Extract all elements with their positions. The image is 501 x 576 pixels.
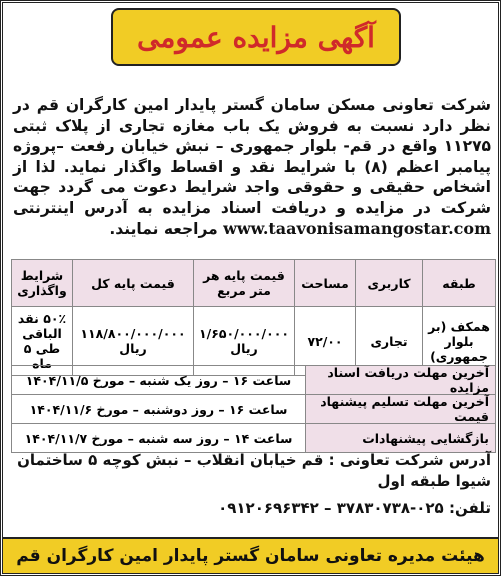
deadline-value: ساعت ۱۶ – روز دوشنبه – مورخ ۱۴۰۴/۱۱/۶ — [29, 401, 288, 417]
header-area: مساحت — [295, 260, 356, 307]
company-phone: تلفن: ۰۲۵-۳۷۸۳۰۷۳۸ – ۰۹۱۲۰۶۹۶۳۴۲ — [218, 499, 491, 517]
header-floor: طبقه — [423, 260, 496, 307]
company-address: آدرس شرکت تعاونی : قم خیابان انقلاب – نبش کوچه ۵ ساختمان شیوا طبقه اول — [17, 451, 491, 490]
cell-terms: ۵۰٪ نقد الباقی طی ۵ ماه — [12, 307, 73, 376]
header-total-price: قیمت پایه کل — [73, 260, 194, 307]
header-price-per-meter: قیمت پایه هر متر مربع — [194, 260, 295, 307]
cell-usage: تجاری — [356, 307, 423, 376]
deadline-label: آخرین مهلت دریافت اسناد مزایده — [305, 366, 495, 394]
deadline-value: ساعت ۱۴ – روز سه شنبه – مورخ ۱۴۰۴/۱۱/۷ — [24, 430, 293, 446]
website-link[interactable]: www.taavonisamangostar.com — [223, 218, 491, 238]
header-terms: شرایط واگذاری — [12, 260, 73, 307]
deadline-row — [11, 424, 496, 453]
footer-signature: هیئت مدیره تعاونی سامان گستر پایدار امین کارگران قم — [16, 546, 485, 566]
cell-floor: همکف (بر بلوار جمهوری) — [423, 307, 496, 376]
deadline-row — [11, 395, 496, 424]
deadlines-table — [11, 365, 496, 453]
footer-banner — [3, 537, 498, 573]
title-banner — [111, 8, 401, 66]
ad-title: آگهی مزایده عمومی — [137, 20, 375, 54]
deadline-row — [11, 365, 496, 395]
cell-area: ۷۲/۰۰ — [295, 307, 356, 376]
table-header-row — [12, 260, 496, 307]
deadline-value: ساعت ۱۶ – روز یک شنبه – مورخ ۱۴۰۴/۱۱/۵ — [25, 372, 292, 388]
intro-text: شرکت تعاونی مسکن سامان گستر پایدار امین کارگران قم در نظر دارد نسبت به فروش یک باب مغازه تجاری از پلاک ثبتی ۱۱۲۷۵ واقع در قم- بلوار جمهوری – نبش خیابان رفعت –پروژه پیامبر اعظم (۸) با شرایط نقد و اقساط واگذار نماید. لذا از اشخاص حقیقی و حقوقی واجد شرایط دعوت می گردد جهت شرکت در مزایده و دریافت اسناد مزایده به آدرس اینترنتی — [13, 96, 491, 217]
intro-paragraph — [13, 95, 491, 239]
intro-tail: مراجعه نمایند. — [109, 219, 218, 238]
header-usage: کاربری — [356, 260, 423, 307]
deadline-label: بازگشایی پیشنهادات — [305, 424, 495, 452]
cell-price-per-meter: ۱/۶۵۰/۰۰۰/۰۰۰ ریال — [194, 307, 295, 376]
cell-total-price: ۱۱۸/۸۰۰/۰۰۰/۰۰۰ ریال — [73, 307, 194, 376]
deadline-label: آخرین مهلت تسلیم پیشنهاد قیمت — [305, 395, 495, 423]
auction-table — [11, 259, 496, 376]
